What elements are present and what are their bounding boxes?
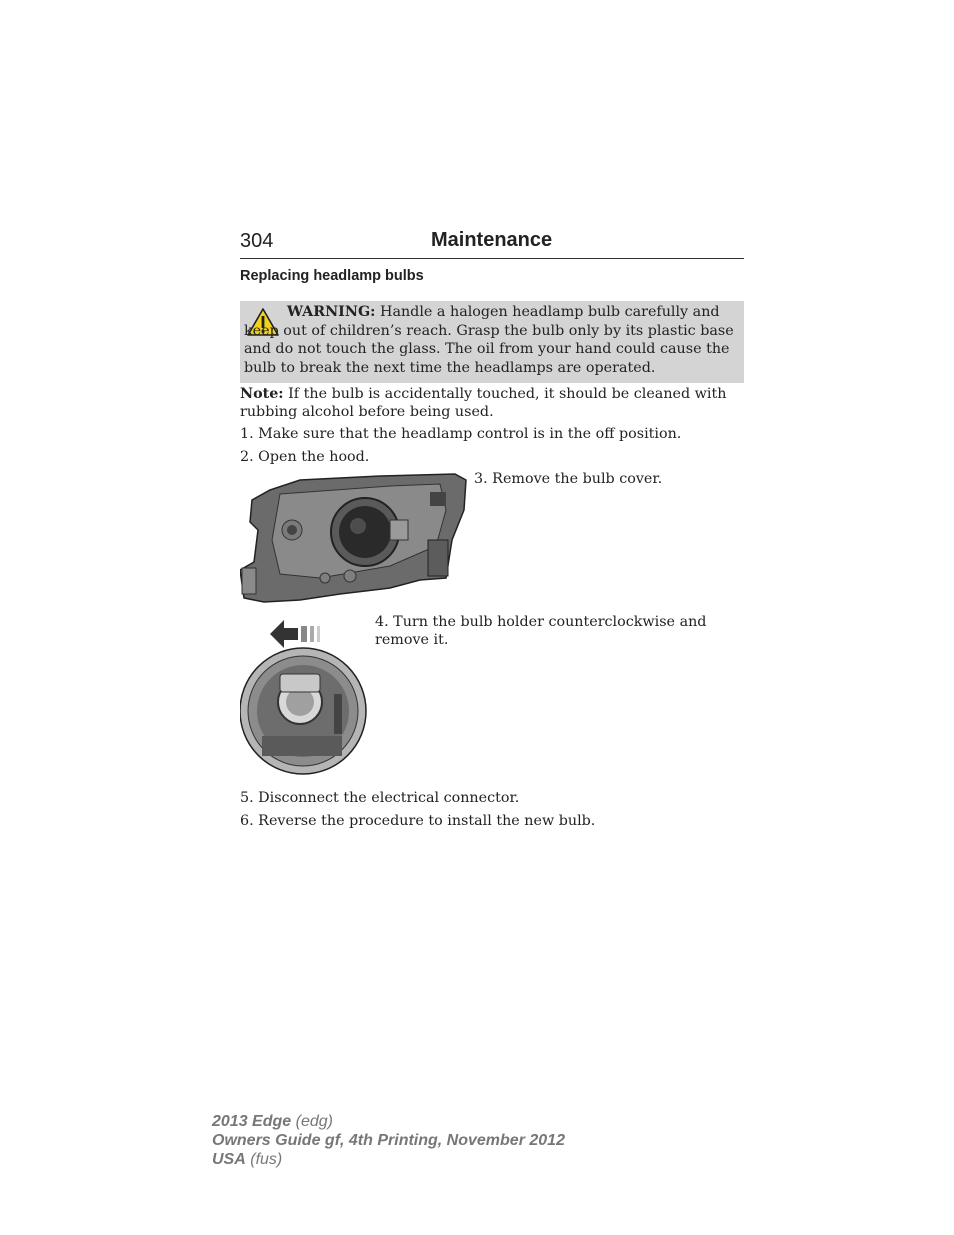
note-text: If the bulb is accidentally touched, it should be cleaned with rubbing alcohol before being used.: [240, 386, 727, 420]
warning-box: [240, 301, 744, 383]
step-3: 3. Remove the bulb cover.: [474, 471, 663, 487]
section-title: Maintenance: [431, 229, 553, 251]
note-label: Note:: [240, 386, 284, 402]
step-1: 1. Make sure that the headlamp control is in the off position.: [240, 426, 682, 442]
footer-region-code: (fus): [250, 1151, 283, 1168]
footer-guide: Owners Guide gf, 4th Printing, November 2012: [212, 1132, 565, 1149]
counterclockwise-arrow-icon: [270, 620, 320, 648]
headlamp-assembly-illustration: [240, 470, 470, 606]
step-2: 2. Open the hood.: [240, 449, 370, 465]
warning-text: Handle a halogen headlamp bulb carefully and keep out of children’s reach. Grasp the bulb only by its plastic base and do not touch the glass. The oil from your hand could cause the bulb to break the next time the headlamps are operated.: [244, 304, 734, 376]
step-5: 5. Disconnect the electrical connector.: [240, 790, 520, 806]
bulb-holder-illustration: [240, 614, 370, 778]
footer-region: USA: [212, 1151, 246, 1168]
warning-text-block: [244, 303, 736, 377]
footer-model: 2013 Edge: [212, 1113, 292, 1130]
footer: [212, 1112, 565, 1169]
footer-model-code: (edg): [295, 1113, 333, 1130]
note-paragraph: [240, 386, 744, 421]
step-6: 6. Reverse the procedure to install the new bulb.: [240, 813, 596, 829]
page-header: [240, 228, 744, 259]
subheading: Replacing headlamp bulbs: [240, 268, 424, 284]
warning-label: WARNING:: [287, 304, 376, 320]
step-4: 4. Turn the bulb holder counterclockwise and remove it.: [375, 614, 707, 648]
page-number: 304: [240, 230, 274, 252]
